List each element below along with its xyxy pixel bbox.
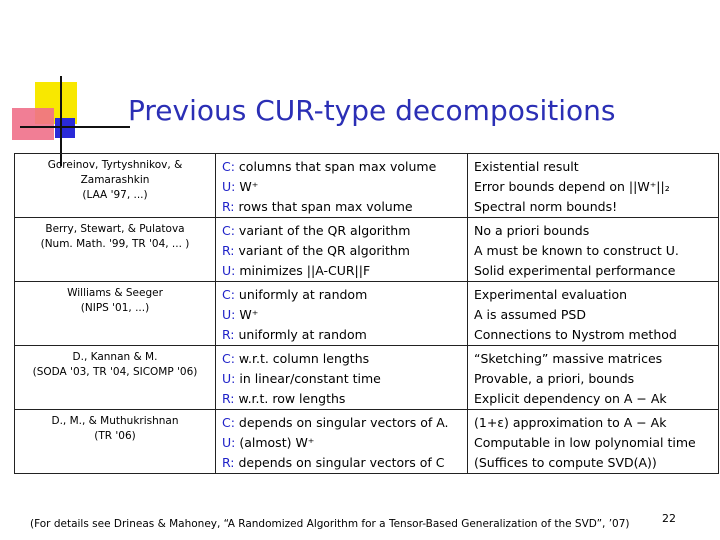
method-line	[222, 197, 461, 217]
table-row	[15, 218, 719, 282]
reference-line: (Num. Math. '99, TR '04, ... )	[40, 238, 190, 250]
matrix-label: R:	[222, 199, 235, 214]
method-line	[222, 369, 461, 389]
method-cell	[216, 282, 468, 346]
reference-cell	[15, 154, 216, 218]
reference-line: D., M., & Muthukrishnan	[51, 415, 179, 427]
note-line: Computable in low polynomial time	[474, 435, 696, 450]
method-text: columns that span max volume	[234, 159, 437, 174]
matrix-label: R:	[222, 243, 235, 258]
note-line: A must be known to construct U.	[474, 243, 679, 258]
decor-blue-square	[55, 118, 75, 138]
reference-line: D., Kannan & M.	[72, 351, 158, 363]
method-line	[222, 241, 461, 261]
reference-cell	[15, 218, 216, 282]
matrix-label: C:	[222, 223, 235, 238]
method-line	[222, 453, 461, 473]
reference-cell	[15, 346, 216, 410]
matrix-label: C:	[222, 351, 235, 366]
reference-line: (LAA '97, ...)	[82, 189, 148, 201]
notes-cell	[468, 218, 719, 282]
method-line	[222, 177, 461, 197]
note-line: Error bounds depend on ||W⁺||₂	[474, 179, 670, 194]
method-line	[222, 389, 461, 409]
comparison-table	[14, 153, 719, 474]
note-line: (Suffices to compute SVD(A))	[474, 455, 657, 470]
reference-line: Berry, Stewart, & Pulatova	[45, 223, 185, 235]
method-text: in linear/constant time	[235, 371, 381, 386]
note-line: Experimental evaluation	[474, 287, 628, 302]
matrix-label: C:	[222, 159, 235, 174]
method-text: uniformly at random	[234, 327, 367, 342]
table-row	[15, 346, 719, 410]
table-row	[15, 282, 719, 346]
note-line: Existential result	[474, 159, 579, 174]
method-line	[222, 349, 461, 369]
method-text: uniformly at random	[234, 287, 368, 302]
method-cell	[216, 154, 468, 218]
slide-title: Previous CUR-type decompositions	[128, 94, 616, 127]
reference-cell	[15, 282, 216, 346]
note-line: Explicit dependency on A − Ak	[474, 391, 667, 406]
page-number: 22	[662, 512, 676, 525]
method-cell	[216, 346, 468, 410]
method-text: rows that span max volume	[234, 199, 413, 214]
method-text: variant of the QR algorithm	[234, 243, 410, 258]
reference-line: Goreinov, Tyrtyshnikov, &	[47, 159, 183, 171]
method-line	[222, 157, 461, 177]
method-line	[222, 433, 461, 453]
note-line: No a priori bounds	[474, 223, 590, 238]
method-text: W⁺	[235, 307, 259, 322]
method-text: w.r.t. column lengths	[234, 351, 370, 366]
method-text: W⁺	[235, 179, 259, 194]
reference-cell	[15, 410, 216, 474]
note-line: A is assumed PSD	[474, 307, 586, 322]
method-text: variant of the QR algorithm	[234, 223, 411, 238]
matrix-label: U:	[222, 179, 236, 194]
table-row	[15, 410, 719, 474]
method-line	[222, 261, 461, 281]
method-cell	[216, 218, 468, 282]
decor-red-square	[12, 108, 54, 140]
reference-line: (NIPS '01, ...)	[80, 302, 150, 314]
notes-cell	[468, 410, 719, 474]
note-line: Provable, a priori, bounds	[474, 371, 635, 386]
note-line: Spectral norm bounds!	[474, 199, 618, 214]
matrix-label: U:	[222, 307, 236, 322]
note-line: “Sketching” massive matrices	[474, 351, 663, 366]
footer-citation: (For details see Drineas & Mahoney, “A Randomized Algorithm for a Tensor-Based Generalization of the SVD”, ’07)	[30, 518, 630, 530]
method-line	[222, 305, 461, 325]
matrix-label: U:	[222, 435, 236, 450]
matrix-label: U:	[222, 371, 236, 386]
matrix-label: C:	[222, 287, 235, 302]
note-line: Connections to Nystrom method	[474, 327, 677, 342]
method-line	[222, 325, 461, 345]
matrix-label: C:	[222, 415, 235, 430]
reference-line: Zamarashkin	[80, 174, 150, 186]
method-text: depends on singular vectors of C	[234, 455, 445, 470]
method-text: depends on singular vectors of A.	[234, 415, 449, 430]
method-cell	[216, 410, 468, 474]
matrix-label: R:	[222, 455, 235, 470]
notes-cell	[468, 282, 719, 346]
method-text: (almost) W⁺	[235, 435, 315, 450]
note-line: Solid experimental performance	[474, 263, 676, 278]
table-row	[15, 154, 719, 218]
matrix-label: R:	[222, 327, 235, 342]
method-text: minimizes ||A-CUR||F	[235, 263, 371, 278]
notes-cell	[468, 346, 719, 410]
method-text: w.r.t. row lengths	[234, 391, 346, 406]
reference-line: Williams & Seeger	[67, 287, 163, 299]
method-line	[222, 413, 461, 433]
decor-horizontal-line	[20, 126, 130, 128]
note-line: (1+ε) approximation to A − Ak	[474, 415, 667, 430]
matrix-label: U:	[222, 263, 236, 278]
reference-line: (TR '06)	[94, 430, 136, 442]
method-line	[222, 285, 461, 305]
reference-line: (SODA '03, TR '04, SICOMP '06)	[32, 366, 198, 378]
matrix-label: R:	[222, 391, 235, 406]
notes-cell	[468, 154, 719, 218]
method-line	[222, 221, 461, 241]
